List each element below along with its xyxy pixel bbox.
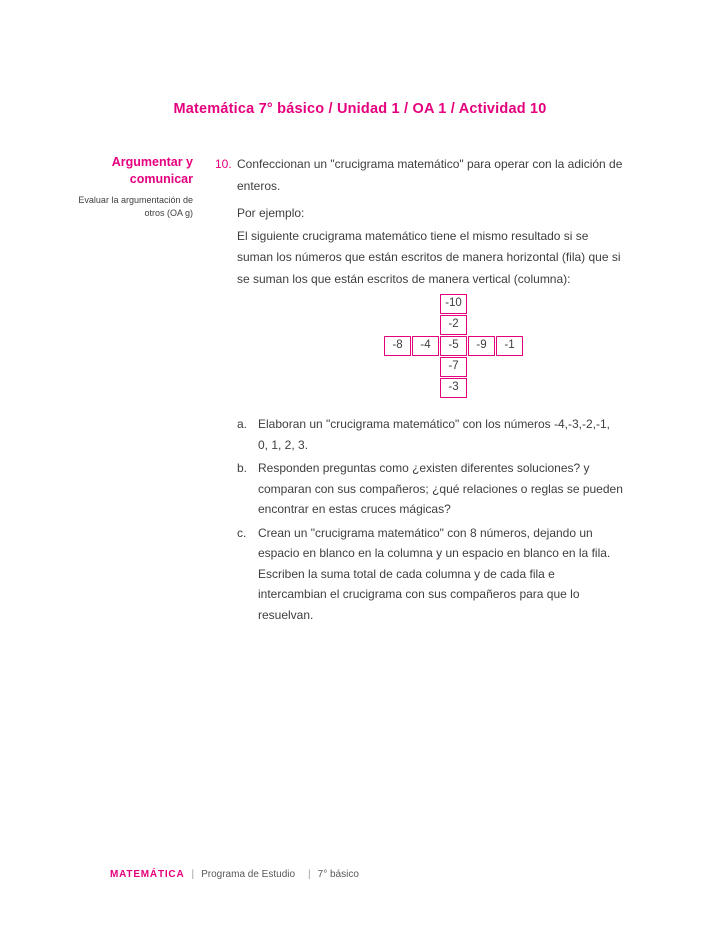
crossword-cell-row-1: -8 [384,336,411,356]
page-title: Matemática 7° básico / Unidad 1 / OA 1 / Actividad 10 [173,101,547,117]
skill-subheading: Evaluar la argumentación de otros (OA g) [78,195,193,218]
math-crossword-grid [384,294,623,398]
footer-separator-2: | [308,869,311,880]
sub-item-list [215,414,623,625]
sub-item-a-label: a. [237,417,248,431]
skill-heading: Argumentar y comunicar [111,155,193,186]
sub-item-b-text: Responden preguntas como ¿existen diferentes soluciones? y comparan con sus compañeros; ¿qué relaciones o reglas se pueden encontrar en estas cruces mágicas? [258,461,623,516]
sub-item-c [237,523,623,626]
sub-item-b [237,458,623,520]
footer-grade: 7° básico [317,869,359,880]
example-description: El siguiente crucigrama matemático tiene el mismo resultado si se suman los números que están escritos de manera horizontal (fila) que si se suman los que están escritos de manera vertical (columna): [237,228,621,286]
sub-item-c-label: c. [237,525,247,540]
footer-brand: MATEMÁTICA [110,869,185,880]
skill-sidebar [78,154,193,219]
crossword-cell-col-2: -2 [440,315,467,335]
crossword-cell-row-2: -4 [412,336,439,356]
crossword-cell-row-5: -1 [496,336,523,356]
activity-statement: Confeccionan un "crucigrama matemático" para operar con la adición de enteros. [237,157,623,193]
crossword-cell-row-4: -9 [468,336,495,356]
crossword-cell-col-5: -3 [440,378,467,398]
crossword-cell-col-1: -10 [440,294,467,314]
crossword-cell-col-4: -7 [440,357,467,377]
footer-separator-1: | [191,869,195,880]
example-label: Por ejemplo: [237,206,305,220]
activity-number: 10. [215,157,232,171]
activity-body [237,203,623,398]
page-footer [110,869,359,880]
activity-content [215,154,623,628]
crossword-cell-center: -5 [440,336,467,356]
footer-program: Programa de Estudio [201,869,296,880]
activity-item [215,154,623,197]
sub-item-a [237,414,623,455]
sub-item-a-text: Elaboran un "crucigrama matemático" con los números -4,-3,-2,-1, 0, 1, 2, 3. [258,417,611,452]
sub-item-b-label: b. [237,461,248,475]
sub-item-c-text: Crean un "crucigrama matemático" con 8 números, dejando un espacio en blanco en la columna y un espacio en blanco en la fila. Escriben la suma total de cada columna y de cada fila e intercambian el crucigrama con sus compañeros para que lo resuelvan. [258,525,611,622]
